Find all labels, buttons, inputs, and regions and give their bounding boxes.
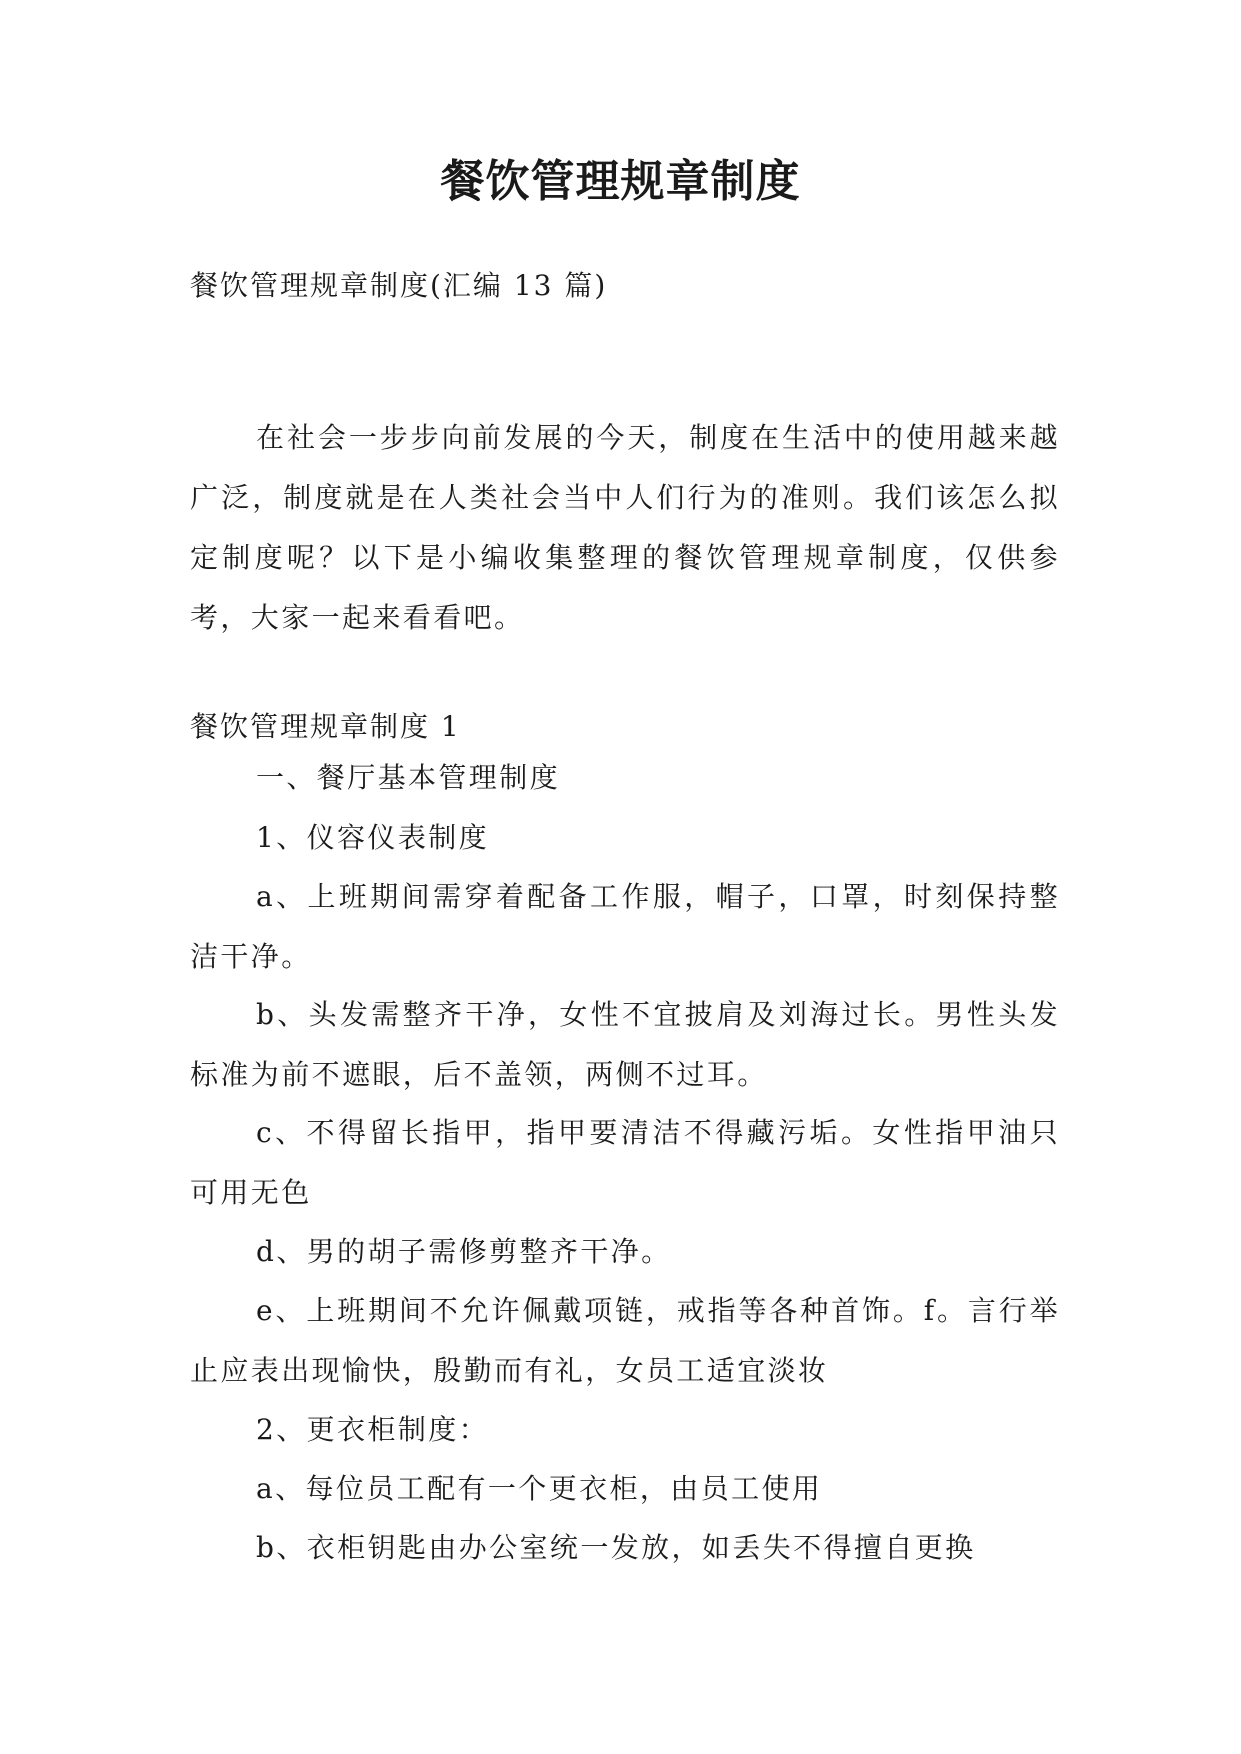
paragraph-item-b: b、头发需整齐干净，女性不宜披肩及刘海过长。男性头发标准为前不遮眼，后不盖领，两侧不过耳。: [190, 998, 1060, 1091]
section-title: 餐饮管理规章制度 1: [190, 710, 461, 743]
document-subtitle: 餐饮管理规章制度(汇编 13 篇): [190, 269, 608, 302]
paragraph-locker-rules: 2、更衣柜制度：: [256, 1413, 490, 1446]
paragraph-item-a: a、上班期间需穿着配备工作服，帽子，口罩，时刻保持整洁干净。: [190, 880, 1060, 973]
intro-paragraph: 在社会一步步向前发展的今天，制度在生活中的使用越来越广泛，制度就是在人类社会当中人们行为的准则。我们该怎么拟定制度呢？以下是小编收集整理的餐饮管理规章制度，仅供参考，大家一起来看看吧。: [190, 421, 1060, 634]
paragraph-item-e: e、上班期间不允许佩戴项链，戒指等各种首饰。f。言行举止应表出现愉快，殷勤而有礼，女员工适宜淡妆: [190, 1294, 1060, 1387]
paragraph-locker-item-b: b、衣柜钥匙由办公室统一发放，如丢失不得擅自更换: [256, 1531, 976, 1564]
paragraph-appearance-rules: 1、仪容仪表制度: [256, 821, 490, 854]
paragraph-item-d: d、男的胡子需修剪整齐干净。: [256, 1235, 672, 1268]
paragraph-item-c: c、不得留长指甲，指甲要清洁不得藏污垢。女性指甲油只可用无色: [190, 1116, 1060, 1209]
paragraph-locker-item-a: a、每位员工配有一个更衣柜，由员工使用: [256, 1472, 823, 1505]
document-title: 餐饮管理规章制度: [440, 156, 801, 207]
paragraph-basic-rules: 一、餐厅基本管理制度: [256, 761, 561, 794]
